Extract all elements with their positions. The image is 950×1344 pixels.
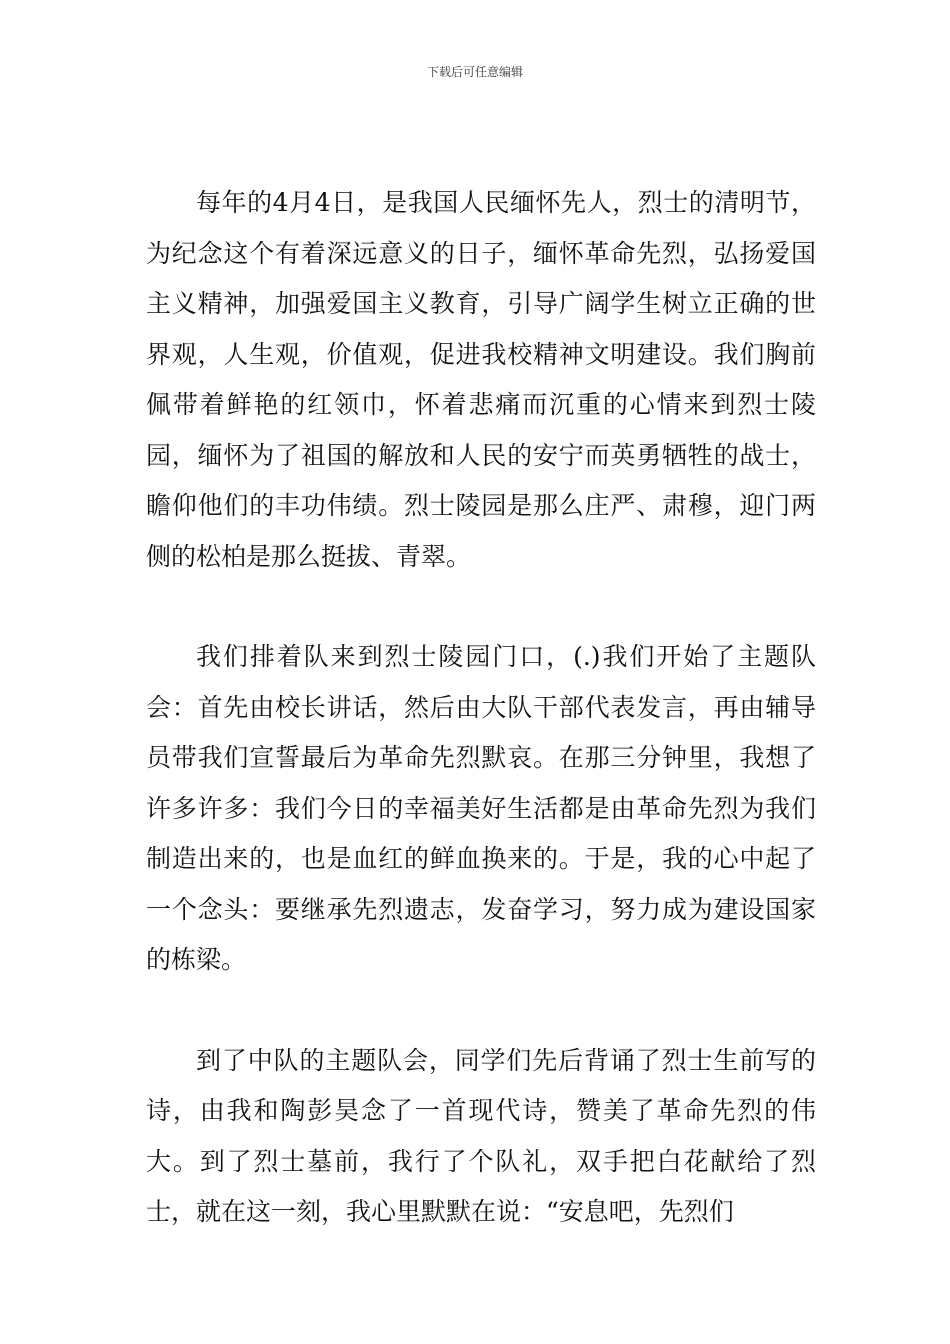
document-body <box>146 178 816 1238</box>
page-header: 下载后可任意编辑 <box>426 65 523 79</box>
paragraph-3: 到了中队的主题队会，同学们先后背诵了烈士生前写的诗，由我和陶彭昊念了一首现代诗，赞美了革命先烈的伟大。到了烈士墓前，我行了个队礼，双手把白花献给了烈士，就在这一刻，我心里默默在说：“安息吧，先烈们 <box>146 1045 816 1226</box>
paragraph-1: 每年的4月4日，是我国人民缅怀先人，烈士的清明节，为纪念这个有着深远意义的日子，缅怀革命先烈，弘扬爱国主义精神，加强爱国主义教育，引导广阔学生树立正确的世界观，人生观，价值观，促进我校精神文明建设。我们胸前佩带着鲜艳的红领巾，怀着悲痛而沉重的心情来到烈士陵园，缅怀为了祖国的解放和人民的安宁而英勇牺牲的战士，瞻仰他们的丰功伟绩。烈士陵园是那么庄严、肃穆，迎门两侧的松柏是那么挺拔、青翠。 <box>146 188 816 571</box>
paragraph-2: 我们排着队来到烈士陵园门口，(.)我们开始了主题队会：首先由校长讲话，然后由大队干部代表发言，再由辅导员带我们宣誓最后为革命先烈默哀。在那三分钟里，我想了许多许多：我们今日的幸福美好生活都是由革命先烈为我们制造出来的，也是血红的鲜血换来的。于是，我的心中起了一个念头：要继承先烈遗志，发奋学习，努力成为建设国家的栋梁。 <box>146 642 816 974</box>
